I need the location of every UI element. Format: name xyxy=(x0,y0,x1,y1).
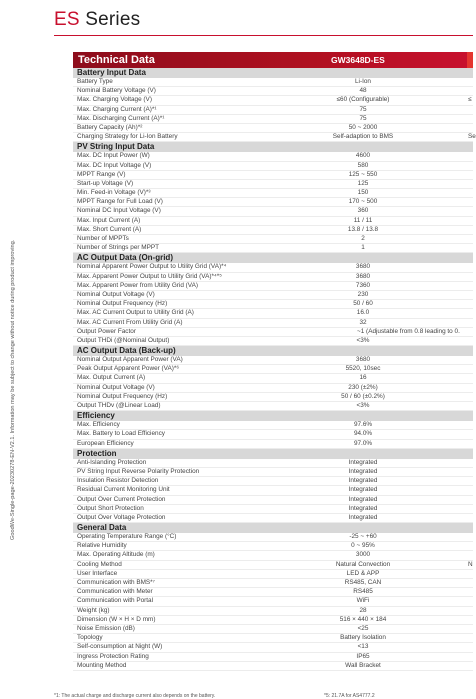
row-label: Anti-Islanding Protection xyxy=(77,458,147,466)
row-label: Peak Output Apparent Power (VA)*⁶ xyxy=(77,365,179,373)
row-value: <13 xyxy=(357,643,369,651)
row-value: 50 / 60 (±0.2%) xyxy=(341,392,385,400)
row-label: Max. Discharging Current (A)*¹ xyxy=(77,114,165,122)
technical-data-table xyxy=(73,52,476,671)
series-brand: ES xyxy=(54,9,80,30)
row-label: Charging Strategy for Li-Ion Battery xyxy=(77,133,178,141)
table-row xyxy=(73,96,473,105)
table-row xyxy=(73,533,473,542)
row-label: Max. AC Current Output to Utility Grid (A) xyxy=(77,309,194,317)
row-value: Wall Bracket xyxy=(345,661,381,669)
row-next-column-value: Se xyxy=(468,133,476,141)
row-label: Max. Apparent Power Output to Utility Grid (VA)*⁴*⁵ xyxy=(77,272,222,280)
row-value: WiFi xyxy=(356,597,370,605)
table-row xyxy=(73,309,473,318)
row-label: Max. Battery to Load Efficiency xyxy=(77,430,165,438)
table-row xyxy=(73,115,473,124)
footnote-right: *5: 21.7A for AS4777.2 xyxy=(324,693,375,699)
section-heading: AC Output Data (On-grid) xyxy=(73,253,473,263)
row-value: 3000 xyxy=(355,551,371,559)
table-row xyxy=(73,328,473,337)
table-row xyxy=(73,616,473,625)
row-value: 1 xyxy=(361,244,365,252)
table-row xyxy=(73,634,473,643)
table-row xyxy=(73,643,473,652)
row-label: Max. Charging Current (A)*¹ xyxy=(77,105,157,113)
section-heading: PV String Input Data xyxy=(73,142,473,152)
row-value: 50 ~ 2000 xyxy=(348,123,378,131)
row-label: European Efficiency xyxy=(77,439,134,447)
table-row xyxy=(73,124,473,133)
table-row xyxy=(73,235,473,244)
row-label: Nominal DC Input Voltage (V) xyxy=(77,207,161,215)
row-label: Number of Strings per MPPT xyxy=(77,244,160,252)
section-heading: AC Output Data (Back-up) xyxy=(73,346,473,356)
row-label: Max. Apparent Power from Utility Grid (VA) xyxy=(77,281,198,289)
row-value: LED & APP xyxy=(346,569,380,577)
row-label: Output Over Voltage Protection xyxy=(77,513,166,521)
row-value: 16 xyxy=(359,374,367,382)
section-heading: Battery Input Data xyxy=(73,68,473,78)
row-value: <3% xyxy=(356,402,370,409)
row-label: Max. Output Current (A) xyxy=(77,374,146,382)
row-label: Cooling Method xyxy=(77,560,122,568)
row-value: 3680 xyxy=(355,272,371,280)
row-value: 75 xyxy=(359,114,367,122)
row-label: Output THDv (@Linear Load) xyxy=(77,402,161,409)
row-value: 97.6% xyxy=(353,421,373,429)
table-row xyxy=(73,384,473,393)
table-row xyxy=(73,551,473,560)
row-value: ≤60 (Configurable) xyxy=(336,96,390,104)
row-value: Integrated xyxy=(348,504,378,512)
table-row xyxy=(73,505,473,514)
row-value: 28 xyxy=(359,606,367,614)
table-title: Technical Data xyxy=(78,54,155,66)
row-value: 3680 xyxy=(355,356,371,364)
title-divider xyxy=(54,35,473,36)
row-label: Communication with BMS*⁷ xyxy=(77,579,155,586)
row-label: Max. AC Current From Utility Grid (A) xyxy=(77,318,183,326)
table-row xyxy=(73,402,473,411)
table-row xyxy=(73,106,473,115)
row-label: Output Short Protection xyxy=(77,504,144,512)
table-row xyxy=(73,263,473,272)
row-value: Integrated xyxy=(348,467,378,475)
row-label: Start-up Voltage (V) xyxy=(77,179,134,187)
row-value: RS485 xyxy=(353,588,373,596)
row-label: Topology xyxy=(77,634,103,642)
table-row xyxy=(73,133,476,142)
row-label: Communication with Meter xyxy=(77,588,153,596)
table-row xyxy=(73,244,473,253)
row-label: Battery Type xyxy=(77,78,113,85)
row-label: User Interface xyxy=(77,569,118,577)
table-row xyxy=(73,226,473,235)
table-row xyxy=(73,162,473,171)
table-row xyxy=(73,374,473,383)
row-value: 2 xyxy=(361,235,365,242)
series-word: Series xyxy=(85,9,141,30)
row-value: 3680 xyxy=(355,263,371,271)
row-value: 48 xyxy=(359,87,367,95)
row-label: Number of MPPTs xyxy=(77,235,129,242)
row-value: <25 xyxy=(357,624,369,632)
row-label: Output Over Current Protection xyxy=(77,495,166,503)
table-row xyxy=(73,653,473,662)
row-value: 7360 xyxy=(355,281,371,289)
table-row xyxy=(73,430,473,439)
row-label: Max. Charging Voltage (V) xyxy=(77,96,152,104)
series-title xyxy=(54,9,140,31)
table-row xyxy=(73,171,473,180)
row-next-column-value: ≤ xyxy=(468,96,472,104)
row-label: Output Power Factor xyxy=(77,327,136,335)
table-row xyxy=(73,607,473,616)
row-value: 50 / 60 xyxy=(353,300,373,308)
table-row xyxy=(73,365,473,374)
row-label: Noise Emission (dB) xyxy=(77,624,135,632)
section-heading: Efficiency xyxy=(73,411,473,421)
row-value: -25 ~ +60 xyxy=(349,533,377,541)
row-value: 125 ~ 550 xyxy=(348,170,378,178)
row-value: 125 xyxy=(357,179,369,187)
row-value: 4600 xyxy=(355,152,371,160)
table-row xyxy=(73,217,473,226)
header-edge-tab xyxy=(467,52,473,68)
row-value: 11 / 11 xyxy=(353,216,373,224)
row-value: 0 ~ 95% xyxy=(351,542,375,550)
row-value: 516 × 440 × 184 xyxy=(339,615,387,623)
row-value: Natural Convection xyxy=(335,560,391,568)
row-label: Dimension (W × H × D mm) xyxy=(77,615,156,623)
row-label: Max. Short Current (A) xyxy=(77,225,142,233)
row-label: Nominal Output Voltage (V) xyxy=(77,290,155,298)
row-value: 580 xyxy=(357,161,369,169)
row-value: Integrated xyxy=(348,477,378,485)
table-row xyxy=(73,198,473,207)
row-value: Integrated xyxy=(348,495,378,503)
table-row xyxy=(73,588,473,597)
row-value: Integrated xyxy=(348,486,378,494)
row-value: Li-Ion xyxy=(355,78,371,85)
table-row xyxy=(73,477,473,486)
table-row xyxy=(73,300,473,309)
row-value: 230 (±2%) xyxy=(348,383,378,391)
row-label: Max. DC Input Power (W) xyxy=(77,152,150,160)
row-value: 32 xyxy=(359,318,367,326)
table-row xyxy=(73,87,473,96)
row-label: Battery Capacity (Ah)*² xyxy=(77,123,143,131)
row-label: Output THDi (@Nominal Output) xyxy=(77,336,170,344)
row-label: Max. Operating Altitude (m) xyxy=(77,551,155,559)
row-label: Residual Current Monitoring Unit xyxy=(77,486,170,494)
table-row xyxy=(73,356,473,365)
table-row xyxy=(73,459,473,468)
table-row xyxy=(73,273,473,282)
row-value: ~1 (Adjustable from 0.8 leading to 0. xyxy=(357,327,460,335)
row-value: 5520, 10sec xyxy=(345,365,381,373)
table-row xyxy=(73,440,473,449)
row-label: Relative Humidity xyxy=(77,542,127,550)
row-label: PV String Input Reverse Polarity Protection xyxy=(77,467,200,475)
table-row xyxy=(73,282,473,291)
table-row xyxy=(73,561,473,570)
row-value: Integrated xyxy=(348,458,378,466)
row-label: Nominal Apparent Power Output to Utility Grid (VA)*⁴ xyxy=(77,263,227,271)
table-row xyxy=(73,570,473,579)
row-label: Max. Input Current (A) xyxy=(77,216,141,224)
row-value: 16.0 xyxy=(356,309,370,317)
row-value: 230 xyxy=(357,290,369,298)
table-header xyxy=(73,52,473,68)
row-label: Nominal Output Frequency (Hz) xyxy=(77,300,168,308)
row-label: Insulation Resistor Detection xyxy=(77,477,159,485)
row-value: <3% xyxy=(356,336,370,344)
table-row xyxy=(73,468,473,477)
table-row xyxy=(73,662,473,671)
row-value: IP65 xyxy=(356,652,370,660)
row-value: Self-adaption to BMS xyxy=(332,133,394,141)
row-value: RS485, CAN xyxy=(344,579,382,586)
row-label: MPPT Range for Full Load (V) xyxy=(77,198,163,206)
row-value: 97.0% xyxy=(353,439,373,447)
row-label: Max. DC Input Voltage (V) xyxy=(77,161,152,169)
table-row xyxy=(73,496,473,505)
row-label: Self-consumption at Night (W) xyxy=(77,643,163,651)
row-value: 94.0% xyxy=(353,430,373,438)
table-row xyxy=(73,319,473,328)
table-row xyxy=(73,579,473,588)
row-value: 13.8 / 13.8 xyxy=(347,225,379,233)
table-row xyxy=(73,486,473,495)
row-label: MPPT Range (V) xyxy=(77,170,126,178)
row-label: Nominal Battery Voltage (V) xyxy=(77,87,156,95)
table-row xyxy=(73,152,473,161)
row-label: Max. Efficiency xyxy=(77,421,120,429)
row-label: Nominal Output Frequency (Hz) xyxy=(77,392,168,400)
row-label: Operating Temperature Range (°C) xyxy=(77,533,177,541)
table-sections xyxy=(73,68,476,671)
table-row xyxy=(73,180,473,189)
row-label: Nominal Output Voltage (V) xyxy=(77,383,155,391)
row-label: Nominal Output Apparent Power (VA) xyxy=(77,356,183,364)
row-value: Integrated xyxy=(348,513,378,521)
table-row xyxy=(73,514,473,523)
row-value: Battery Isolation xyxy=(340,634,386,642)
footnotes xyxy=(54,693,375,699)
side-disclaimer: GoodWe-Single-page-20230278-EN-V2.1. Information may be subject to change without notice during product improving. xyxy=(10,239,16,540)
row-value: 360 xyxy=(357,207,369,215)
row-label: Mounting Method xyxy=(77,661,127,669)
row-value: 170 ~ 500 xyxy=(348,198,378,206)
table-row xyxy=(73,597,473,606)
table-row xyxy=(73,207,473,216)
row-value: 75 xyxy=(359,105,367,113)
row-value: 150 xyxy=(357,189,369,197)
row-label: Ingress Protection Rating xyxy=(77,652,149,660)
section-heading: Protection xyxy=(73,449,473,459)
row-label: Communication with Portal xyxy=(77,597,154,605)
table-row xyxy=(73,291,473,300)
row-label: Min. Feed-in Voltage (V)*³ xyxy=(77,189,151,197)
table-row xyxy=(73,78,473,87)
model-name: GW3648D-ES xyxy=(331,55,385,65)
table-row xyxy=(73,542,473,551)
table-row xyxy=(73,393,473,402)
footnote-left: *1: The actual charge and discharge current also depends on the battery. xyxy=(54,693,216,699)
table-row xyxy=(73,421,473,430)
row-label: Weight (kg) xyxy=(77,606,110,614)
table-row xyxy=(73,189,473,198)
section-heading: General Data xyxy=(73,523,473,533)
row-next-column-value: N xyxy=(468,560,473,568)
table-row xyxy=(73,337,473,346)
table-row xyxy=(73,625,473,634)
